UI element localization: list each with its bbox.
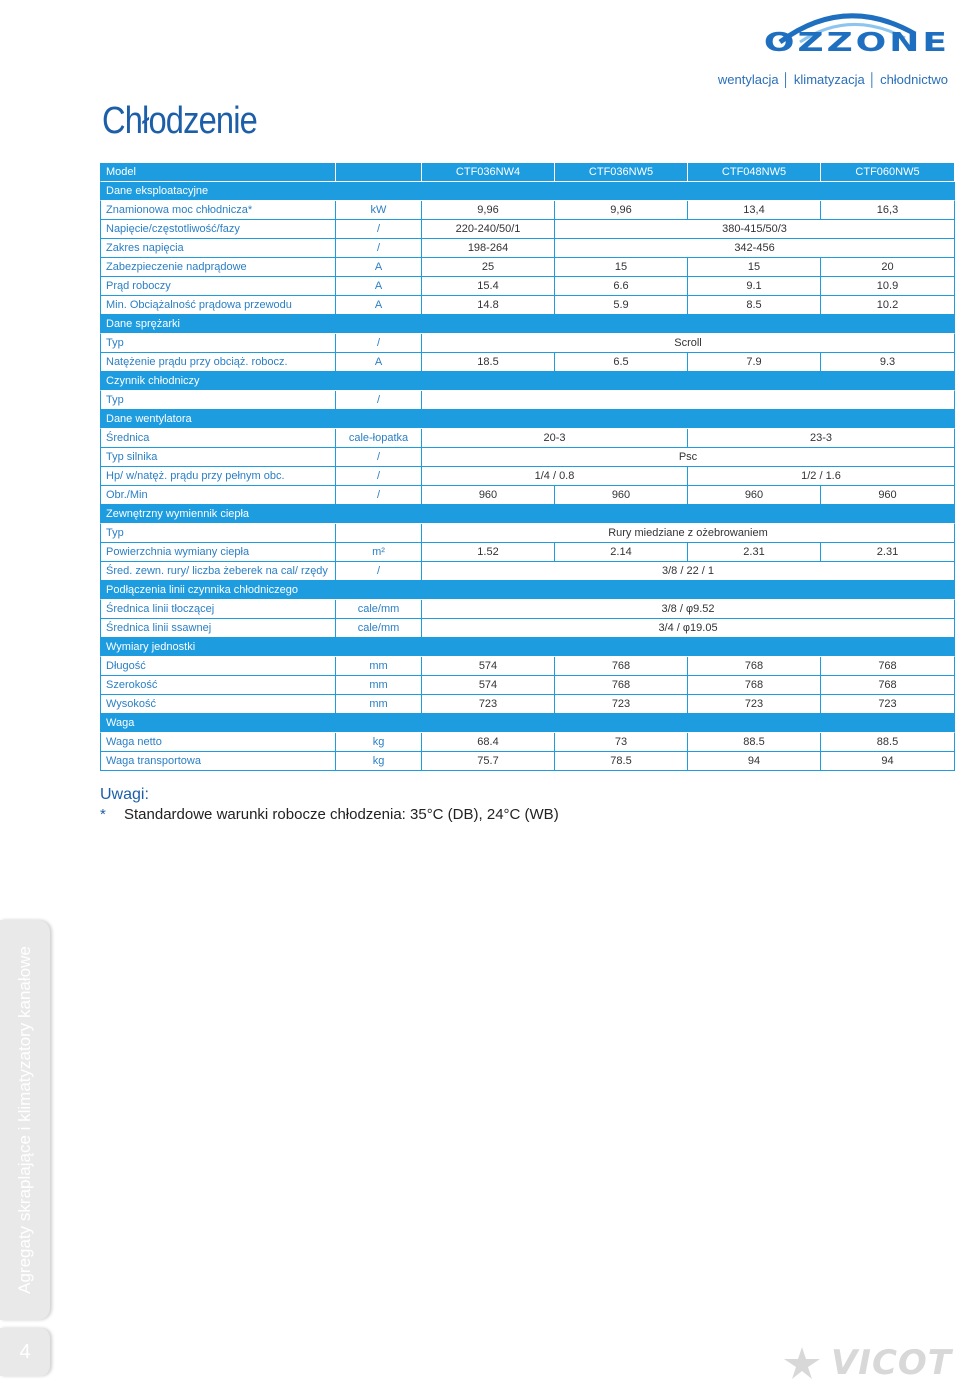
section-row — [100, 410, 955, 429]
row-label: Min. Obciążalność prądowa przewodu — [100, 296, 336, 315]
row-value: 2.14 — [555, 543, 688, 562]
row-value: 9.1 — [688, 277, 821, 296]
page-title: Chłodzenie — [102, 100, 257, 142]
row-unit: mm — [336, 695, 422, 714]
row-value: 1.52 — [422, 543, 555, 562]
vicot-star-icon — [782, 1345, 822, 1381]
row-unit: / — [336, 448, 422, 467]
section-row — [100, 581, 955, 600]
row-value: 574 — [422, 676, 555, 695]
table-row — [100, 296, 955, 315]
row-unit: / — [336, 562, 422, 581]
row-value: 768 — [555, 657, 688, 676]
row-value: 723 — [688, 695, 821, 714]
row-unit: / — [336, 391, 422, 410]
row-label: Zabezpieczenie nadprądowe — [100, 258, 336, 277]
row-value: 342-456 — [555, 239, 955, 258]
row-label: Waga netto — [100, 733, 336, 752]
row-value: 768 — [821, 657, 955, 676]
ozzone-logo — [717, 4, 950, 90]
row-unit: / — [336, 220, 422, 239]
row-label: Typ — [100, 334, 336, 353]
row-value: 6.6 — [555, 277, 688, 296]
row-value: 1/4 / 0.8 — [422, 467, 688, 486]
row-label: Typ — [100, 524, 336, 543]
row-value: 8.5 — [688, 296, 821, 315]
row-value: Psc — [422, 448, 955, 467]
table-row — [100, 467, 955, 486]
row-value: 723 — [422, 695, 555, 714]
row-label: Śred. zewn. rury/ liczba żeberek na cal/ rzędy — [100, 562, 336, 581]
row-value: 14.8 — [422, 296, 555, 315]
table-row — [100, 391, 955, 410]
section-label: Wymiary jednostki — [100, 638, 955, 657]
row-unit: A — [336, 296, 422, 315]
row-label: Obr./Min — [100, 486, 336, 505]
row-value: 9.3 — [821, 353, 955, 372]
header-model: CTF036NW4 — [422, 163, 555, 182]
logo-tagline: wentylacja │ klimatyzacja │ chłodnictwo — [717, 72, 948, 87]
row-value: 15 — [555, 258, 688, 277]
row-value: 380-415/50/3 — [555, 220, 955, 239]
row-label: Powierzchnia wymiany ciepła — [100, 543, 336, 562]
row-value: 220-240/50/1 — [422, 220, 555, 239]
table-row — [100, 239, 955, 258]
notes-title: Uwagi: — [100, 786, 149, 803]
row-value: 20-3 — [422, 429, 688, 448]
row-value: 10.2 — [821, 296, 955, 315]
table-row — [100, 334, 955, 353]
row-unit: mm — [336, 676, 422, 695]
row-value: 960 — [688, 486, 821, 505]
row-unit: mm — [336, 657, 422, 676]
section-label: Zewnętrzny wymiennik ciepła — [100, 505, 955, 524]
row-value: 94 — [688, 752, 821, 771]
table-row — [100, 600, 955, 619]
row-value: 7.9 — [688, 353, 821, 372]
section-label: Dane sprężarki — [100, 315, 955, 334]
section-row — [100, 182, 955, 201]
row-unit: A — [336, 277, 422, 296]
row-value: 23-3 — [688, 429, 955, 448]
row-label: Średnica linii ssawnej — [100, 619, 336, 638]
row-value: 2.31 — [821, 543, 955, 562]
table-header-row — [100, 163, 955, 182]
row-value: 18.5 — [422, 353, 555, 372]
side-tab — [0, 920, 54, 1385]
section-row — [100, 714, 955, 733]
row-label: Hp/ w/natęż. prądu przy pełnym obc. — [100, 467, 336, 486]
row-value: 723 — [555, 695, 688, 714]
row-unit: cale-łopatka — [336, 429, 422, 448]
row-label: Typ — [100, 391, 336, 410]
table-row — [100, 448, 955, 467]
row-value: 94 — [821, 752, 955, 771]
header-model: CTF048NW5 — [688, 163, 821, 182]
row-label: Znamionowa moc chłodnicza* — [100, 201, 336, 220]
table-row — [100, 543, 955, 562]
row-value: 10.9 — [821, 277, 955, 296]
note-line — [100, 806, 559, 823]
row-value: 5.9 — [555, 296, 688, 315]
row-unit: / — [336, 239, 422, 258]
table-row — [100, 733, 955, 752]
row-value: 88.5 — [688, 733, 821, 752]
row-value: 88.5 — [821, 733, 955, 752]
table-row — [100, 562, 955, 581]
row-value: 3/8 / 22 / 1 — [422, 562, 955, 581]
row-value: 6.5 — [555, 353, 688, 372]
row-value: 20 — [821, 258, 955, 277]
row-label: Szerokość — [100, 676, 336, 695]
table-row — [100, 657, 955, 676]
row-unit: / — [336, 486, 422, 505]
vicot-wordmark: VICOT — [830, 1343, 952, 1383]
header-unit — [336, 163, 422, 182]
row-value: 68.4 — [422, 733, 555, 752]
section-label: Podłączenia linii czynnika chłodniczego — [100, 581, 955, 600]
row-value: 75.7 — [422, 752, 555, 771]
page-number: 4 — [0, 1328, 50, 1376]
row-value: 13,4 — [688, 201, 821, 220]
table-row — [100, 277, 955, 296]
row-value: 3/8 / φ9.52 — [422, 600, 955, 619]
row-label: Natężenie prądu przy obciąż. robocz. — [100, 353, 336, 372]
row-value: 9,96 — [555, 201, 688, 220]
row-value: 9,96 — [422, 201, 555, 220]
row-label: Waga transportowa — [100, 752, 336, 771]
spec-table — [100, 163, 955, 771]
side-tab-text: Agregaty skraplające i klimatyzatory kanałowe — [15, 946, 34, 1294]
row-value: 198-264 — [422, 239, 555, 258]
row-label: Średnica linii tłoczącej — [100, 600, 336, 619]
section-row — [100, 315, 955, 334]
row-value: 25 — [422, 258, 555, 277]
row-unit: A — [336, 353, 422, 372]
row-value: 16,3 — [821, 201, 955, 220]
row-label: Napięcie/częstotliwość/fazy — [100, 220, 336, 239]
row-label: Długość — [100, 657, 336, 676]
table-row — [100, 220, 955, 239]
table-row — [100, 429, 955, 448]
row-value: 723 — [821, 695, 955, 714]
section-label: Dane wentylatora — [100, 410, 955, 429]
row-value: 15 — [688, 258, 821, 277]
table-row — [100, 258, 955, 277]
side-tab-text-wrap — [0, 920, 50, 1320]
table-row — [100, 619, 955, 638]
row-unit: cale/mm — [336, 619, 422, 638]
row-value: 73 — [555, 733, 688, 752]
section-row — [100, 638, 955, 657]
row-label: Zakres napięcia — [100, 239, 336, 258]
table-row — [100, 752, 955, 771]
section-label: Czynnik chłodniczy — [100, 372, 955, 391]
row-value: 960 — [422, 486, 555, 505]
row-value: 1/2 / 1.6 — [688, 467, 955, 486]
row-unit — [336, 524, 422, 543]
logo-wordmark: OZZONE — [763, 27, 950, 58]
row-value: 15.4 — [422, 277, 555, 296]
row-unit: / — [336, 467, 422, 486]
table-row — [100, 676, 955, 695]
note-star: * — [100, 806, 106, 823]
row-value: Rury miedziane z ożebrowaniem — [422, 524, 955, 543]
row-value: 574 — [422, 657, 555, 676]
section-label: Dane eksploatacyjne — [100, 182, 955, 201]
vicot-logo — [782, 1343, 952, 1383]
row-value: 3/4 / φ19.05 — [422, 619, 955, 638]
row-unit: / — [336, 334, 422, 353]
section-label: Waga — [100, 714, 955, 733]
note-text: Standardowe warunki robocze chłodzenia: 35°C (DB), 24°C (WB) — [124, 806, 559, 823]
table-row — [100, 695, 955, 714]
row-unit: kW — [336, 201, 422, 220]
row-unit: m² — [336, 543, 422, 562]
section-row — [100, 505, 955, 524]
row-value — [422, 391, 955, 410]
table-row — [100, 201, 955, 220]
header-label: Model — [100, 163, 336, 182]
row-value: Scroll — [422, 334, 955, 353]
row-label: Typ silnika — [100, 448, 336, 467]
row-value: 768 — [555, 676, 688, 695]
row-unit: A — [336, 258, 422, 277]
row-unit: kg — [336, 733, 422, 752]
row-value: 2.31 — [688, 543, 821, 562]
row-label: Wysokość — [100, 695, 336, 714]
row-value: 960 — [821, 486, 955, 505]
table-row — [100, 486, 955, 505]
row-label: Prąd roboczy — [100, 277, 336, 296]
row-label: Średnica — [100, 429, 336, 448]
table-row — [100, 353, 955, 372]
row-unit: kg — [336, 752, 422, 771]
table-row — [100, 524, 955, 543]
row-value: 768 — [821, 676, 955, 695]
row-value: 768 — [688, 676, 821, 695]
row-value: 78.5 — [555, 752, 688, 771]
row-value: 960 — [555, 486, 688, 505]
row-value: 768 — [688, 657, 821, 676]
row-unit: cale/mm — [336, 600, 422, 619]
section-row — [100, 372, 955, 391]
header-model: CTF060NW5 — [821, 163, 955, 182]
header-model: CTF036NW5 — [555, 163, 688, 182]
